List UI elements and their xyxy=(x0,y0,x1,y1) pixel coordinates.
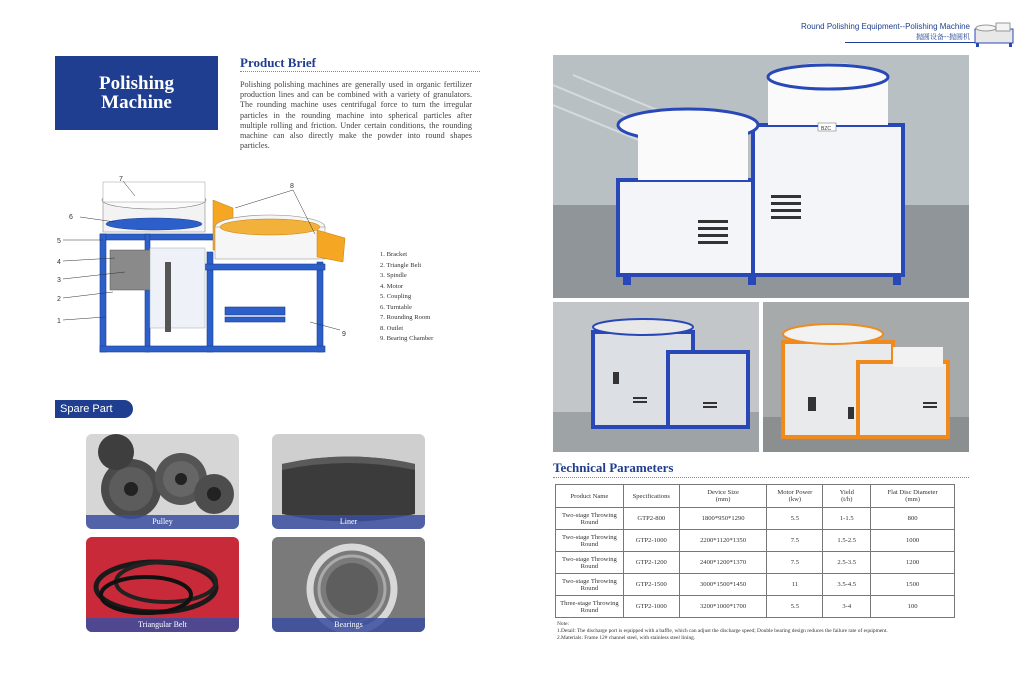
col-header: Motor Power (kw) xyxy=(767,485,823,508)
part-item: 6. Turntable xyxy=(380,303,412,311)
cell: 11 xyxy=(767,574,823,596)
cell: 3200*1000*1700 xyxy=(679,596,767,618)
spare-part-pulley xyxy=(86,434,239,529)
cell: Two-stage Throwing Round xyxy=(556,530,624,552)
part-item: 9. Bearing Chamber xyxy=(380,335,434,342)
machine-photo-blue xyxy=(553,302,759,452)
table-header-row xyxy=(556,485,955,508)
machine-brand-label: BZC xyxy=(821,126,831,132)
main-machine-photo xyxy=(553,55,969,298)
cell: GTP2-1000 xyxy=(623,530,679,552)
bearings-caption: Bearings xyxy=(272,618,425,632)
cell: Two-stage Throwing Round xyxy=(556,508,624,530)
cell: 5.5 xyxy=(767,596,823,618)
product-brief-heading: Product Brief xyxy=(240,55,316,70)
cell: 2.5-3.5 xyxy=(823,552,871,574)
col-header: Flat Disc Diameter (mm) xyxy=(871,485,955,508)
cell: GTP2-1200 xyxy=(623,552,679,574)
tech-params-table xyxy=(555,484,955,618)
spare-part-bearings xyxy=(272,537,425,632)
col-header: Specifications xyxy=(623,485,679,508)
callout-8: 8 xyxy=(290,183,294,190)
part-item: 1. Bracket xyxy=(380,251,408,258)
tech-params-divider xyxy=(553,477,969,478)
part-item: 2. Triangle Belt xyxy=(380,261,422,269)
col-header: Yield (t/h) xyxy=(823,485,871,508)
tech-params-heading: Technical Parameters xyxy=(553,460,674,475)
liner-caption: Liner xyxy=(272,515,425,529)
callout-1: 1 xyxy=(57,318,61,325)
cell: GTP2-1000 xyxy=(623,596,679,618)
cell: 5.5 xyxy=(767,508,823,530)
header-machine-thumbnail xyxy=(972,17,1016,49)
note-line-2: 2.Materials: Frame 12# channel steel, with stainless steel lining. xyxy=(557,635,696,642)
cell: GTP2-800 xyxy=(623,508,679,530)
cell: 1000 xyxy=(871,530,955,552)
table-row xyxy=(556,552,955,574)
product-brief-divider xyxy=(240,71,480,72)
cell: 2400*1200*1370 xyxy=(679,552,767,574)
spare-part-liner xyxy=(272,434,425,529)
machine-diagram xyxy=(55,172,355,362)
triangular-belt-caption: Triangular Belt xyxy=(86,618,239,632)
cell: 1800*950*1290 xyxy=(679,508,767,530)
page-title-line1: Polishing xyxy=(99,73,174,94)
cell: 3-4 xyxy=(823,596,871,618)
header-title-cn: 抛圆设备--抛圆机 xyxy=(915,33,970,41)
part-item: 3. Spindle xyxy=(380,272,407,279)
cell: 1200 xyxy=(871,552,955,574)
note-title: Note: xyxy=(557,621,569,627)
tech-notes xyxy=(557,621,977,643)
callout-7: 7 xyxy=(119,176,123,183)
cell: 1-1.5 xyxy=(823,508,871,530)
callout-5: 5 xyxy=(57,238,61,245)
callout-9: 9 xyxy=(342,331,346,338)
cell: 1.5-2.5 xyxy=(823,530,871,552)
note-line-1: 1.Detail: The discharge port is equipped with a baffle, which can adjust the discharge speed; Double bearing design reduces the failure rate of equipment. xyxy=(557,628,888,635)
table-row xyxy=(556,574,955,596)
cell: 800 xyxy=(871,508,955,530)
header-title-en: Round Polishing Equipment--Polishing Machine xyxy=(801,22,970,31)
part-item: 7. Rounding Room xyxy=(380,314,431,321)
callout-3: 3 xyxy=(57,277,61,284)
table-row xyxy=(556,530,955,552)
machine-photo-orange xyxy=(763,302,969,452)
spare-part-label: Spare Part xyxy=(55,400,133,418)
part-item: 8. Outlet xyxy=(380,324,404,332)
part-item: 4. Motor xyxy=(380,282,404,290)
callout-2: 2 xyxy=(57,296,61,303)
part-item: 5. Coupling xyxy=(380,293,412,300)
table-row xyxy=(556,596,955,618)
page-title-line2: Machine xyxy=(101,92,172,113)
cell: Two-stage Throwing Round xyxy=(556,552,624,574)
cell: 7.5 xyxy=(767,530,823,552)
cell: 2200*1120*1350 xyxy=(679,530,767,552)
spare-part-triangular-belt xyxy=(86,537,239,632)
cell: Three-stage Throwing Round xyxy=(556,596,624,618)
cell: 100 xyxy=(871,596,955,618)
cell: Two-stage Throwing Round xyxy=(556,574,624,596)
product-brief-text: Polishing polishing machines are generally used in organic fertilizer production lines and can be combined with a variety of granulators. The rounding machine uses centrifugal force to turn the irregular particles in the rounding machine into spherical particles after multiple rolling and friction. Under certain conditions, the rounding machine can also directly make the powder into round shapes particles. xyxy=(240,80,472,151)
callout-6: 6 xyxy=(69,214,73,221)
pulley-caption: Pulley xyxy=(86,515,239,529)
table-row xyxy=(556,508,955,530)
cell: GTP2-1500 xyxy=(623,574,679,596)
callout-4: 4 xyxy=(57,259,61,266)
page-title-box xyxy=(55,56,218,130)
cell: 1500 xyxy=(871,574,955,596)
cell: 7.5 xyxy=(767,552,823,574)
cell: 3.5-4.5 xyxy=(823,574,871,596)
col-header: Device Size (mm) xyxy=(679,485,767,508)
col-header: Product Name xyxy=(556,485,624,508)
cell: 3000*1500*1450 xyxy=(679,574,767,596)
parts-list xyxy=(380,250,433,345)
